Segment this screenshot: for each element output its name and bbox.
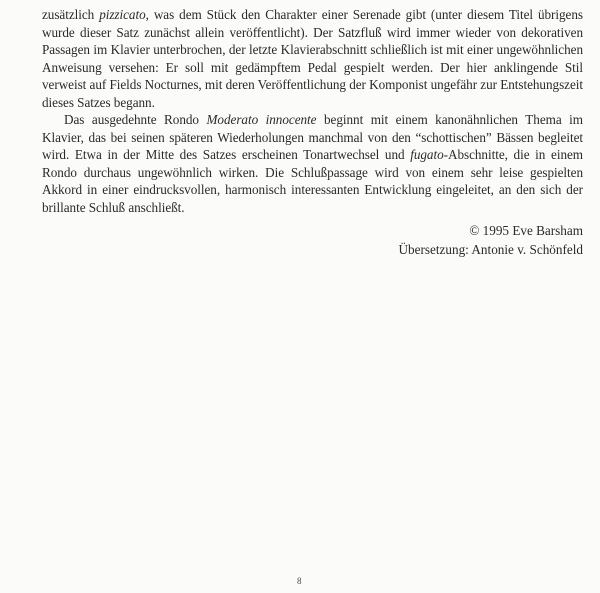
copyright-line: © 1995 Eve Barsham <box>469 223 583 238</box>
translation-credit: Übersetzung: Antonie v. Schönfeld <box>398 241 583 257</box>
italic-term-fugato: fugato <box>410 147 444 162</box>
italic-term-pizzicato: pizzicato <box>99 7 146 22</box>
italic-term-moderato-innocente: Moderato innocente <box>206 112 317 127</box>
paragraph-2: Das ausgedehnte Rondo Moderato innocente beginnt mit einem kanonähnlichen Thema im Klavier, das bei seinen späteren Wiederholungen manchmal von den “schottischen” Bässen begleitet wird. Etwa in der Mitte des Satzes erscheinen Tonartwechsel und fugato-Abschnitte, die in einem Rondo durchaus ungewöhnlich wirken. Die Schlußpassage wird von einem sehr leise gespielten Akkord in einer eindrucksvollen, harmonisch interessanten Entwicklung eingeleitet, an den sich der brillante Schluß anschließt. <box>42 112 583 215</box>
paragraph-1: zusätzlich pizzicato, was dem Stück den Charakter einer Serenade gibt (unter diesem Titel übrigens wurde dieser Satz zunächst allein veröffentlicht). Der Satzfluß wird immer wieder von dekorativen Passagen im Klavier unterbrochen, der letzte Klavierabschnitt schließlich ist mit einer ungewöhnlichen Anweisung versehen: Er soll mit gedämpftem Pedal gespielt werden. Der hier anklingende Stil verweist auf Fields Nocturnes, mit deren Veröffentlichung der Komponist ungefähr zur Entstehungszeit dieses Satzes begann. <box>42 7 583 110</box>
credit-block <box>399 222 583 259</box>
page-number: 8 <box>297 576 302 586</box>
body-text <box>42 6 583 216</box>
